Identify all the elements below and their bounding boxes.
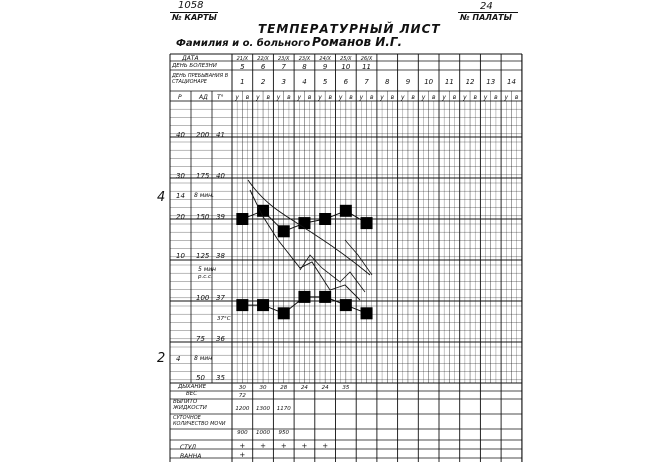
morning-mark: у: [483, 94, 488, 101]
lower-series-point: [257, 299, 269, 311]
date-cell: 26/X: [360, 56, 373, 62]
sheet-title: ТЕМПЕРАТУРНЫЙ ЛИСТ: [258, 22, 441, 36]
label-resp: Р: [178, 94, 182, 101]
evening-mark: в: [494, 94, 498, 101]
stay-day-cell: 4: [302, 78, 307, 86]
date-cell: 22/X: [257, 56, 269, 62]
note-systolic: 14: [176, 192, 185, 200]
card-number: 1058: [178, 0, 204, 11]
note-diastolic: 4: [176, 355, 181, 363]
morning-mark: у: [421, 94, 426, 101]
evening-mark: в: [473, 94, 477, 101]
temp-35: 35: [216, 374, 225, 382]
stay-day-cell: 13: [486, 78, 496, 86]
stay-day-cell: 12: [465, 78, 475, 86]
pulse-175: 175: [196, 172, 210, 180]
bath-mark: +: [239, 451, 246, 459]
morning-mark: у: [359, 94, 364, 101]
lower-series-point: [319, 291, 331, 303]
left-note-2: 2: [157, 351, 166, 366]
urine-value: 950: [278, 430, 289, 436]
illness-day-cell: 5: [240, 63, 245, 71]
patient-label: Фамилия и о. больного: [176, 38, 311, 49]
illness-day-cell: 8: [302, 63, 307, 71]
pulse-150: 150: [196, 213, 210, 221]
date-cell: 21/X: [236, 56, 249, 62]
label-stool: СТУЛ: [180, 444, 197, 451]
evening-mark: в: [349, 94, 353, 101]
illness-day-cell: 7: [281, 63, 286, 71]
stay-day-cell: 11: [444, 78, 454, 86]
pulse-50: 50: [196, 374, 205, 382]
stool-mark: +: [301, 442, 308, 450]
note-diastolic-unit: 8 мин: [194, 355, 213, 362]
weight-value: 72: [238, 393, 246, 399]
temp-39: 39: [216, 213, 225, 221]
evening-mark: в: [369, 94, 374, 101]
stool-mark: +: [260, 442, 266, 450]
label-urine: СУТОЧНОЕ КОЛИЧЕСТВО МОЧИ: [173, 415, 226, 427]
stay-day-cell: 3: [281, 78, 286, 86]
note-temp: 37°С: [217, 316, 231, 322]
stay-day-cell: 5: [322, 78, 328, 86]
card-label: № КАРТЫ: [172, 13, 217, 22]
note-pulse-mark-2: р.с.с.: [198, 274, 213, 280]
evening-mark: в: [307, 94, 312, 101]
morning-mark: у: [442, 94, 446, 101]
stool-mark: +: [280, 442, 287, 450]
label-pulse: АД: [199, 94, 208, 101]
date-cell: 23/X: [278, 56, 290, 62]
upper-series-point: [319, 213, 331, 225]
note-systolic-unit: 8 мин.: [194, 192, 214, 199]
stay-day-cell: 14: [506, 78, 516, 86]
temp-41: 41: [216, 131, 225, 139]
stay-day-cell: 9: [405, 78, 411, 86]
upper-series-point: [298, 217, 310, 229]
lower-series-point: [278, 307, 290, 319]
temp-38: 38: [216, 252, 225, 260]
label-stay-day: ДЕНЬ ПРЕБЫВАНИЯ В СТАЦИОНАРЕ: [172, 73, 229, 85]
urine-value: 1000: [256, 430, 271, 436]
morning-mark: у: [380, 94, 384, 101]
evening-mark: в: [514, 94, 519, 101]
temp-37: 37: [216, 294, 225, 302]
evening-mark: в: [390, 94, 395, 101]
pulse-100: 100: [196, 294, 210, 302]
label-fluid: ВЫПИТО ЖИДКОСТИ: [173, 399, 207, 411]
lower-series-point: [298, 291, 310, 303]
upper-series-point: [278, 225, 290, 237]
stay-day-cell: 6: [343, 78, 349, 86]
date-cell: 25/X: [340, 56, 352, 62]
breathing-value: 35: [342, 385, 350, 391]
morning-mark: у: [256, 94, 260, 101]
stool-mark: +: [322, 442, 329, 450]
upper-series-point: [340, 205, 352, 217]
breathing-value: 28: [280, 385, 288, 391]
label-temp: Т°: [217, 94, 224, 101]
lower-series-point: [361, 307, 373, 319]
morning-mark: у: [504, 94, 509, 101]
morning-mark: у: [318, 94, 322, 101]
label-illness-day: ДЕНЬ БОЛЕЗНИ: [172, 63, 217, 69]
resp-30: 30: [176, 172, 185, 180]
note-pulse-mark: 5 мин: [198, 266, 217, 273]
date-cell: 24/X: [319, 56, 331, 62]
morning-mark: у: [400, 94, 405, 101]
pulse-75: 75: [196, 335, 205, 343]
stool-mark: +: [239, 442, 246, 450]
lower-series-point: [340, 299, 352, 311]
label-date: ДАТА: [182, 55, 199, 62]
stay-day-cell: 1: [240, 78, 245, 86]
ward-label: № ПАЛАТЫ: [460, 13, 512, 22]
temp-40: 40: [216, 172, 225, 180]
resp-40: 40: [176, 131, 185, 139]
morning-mark: у: [338, 94, 343, 101]
morning-mark: у: [297, 94, 302, 101]
breathing-value: 24: [321, 385, 329, 391]
evening-mark: в: [432, 94, 436, 101]
fluid-value: 1300: [256, 406, 271, 412]
resp-20: 20: [176, 213, 185, 221]
urine-value: 900: [237, 430, 248, 436]
left-note-4: 4: [157, 190, 166, 205]
extra-curve: [345, 240, 372, 275]
breathing-value: 30: [259, 385, 267, 391]
temp-36: 36: [216, 335, 225, 343]
illness-day-cell: 10: [341, 63, 351, 71]
upper-series-point: [236, 213, 248, 225]
fluid-value: 1200: [235, 406, 250, 412]
pulse-200: 200: [196, 131, 210, 139]
stay-day-cell: 2: [260, 78, 266, 86]
upper-series-point: [361, 217, 373, 229]
evening-mark: в: [452, 94, 457, 101]
stay-day-cell: 7: [364, 78, 369, 86]
breathing-value: 24: [300, 385, 308, 391]
label-breathing: ДЫХАНИЕ: [178, 384, 207, 390]
lower-series-point: [236, 299, 248, 311]
pulse-125: 125: [196, 252, 210, 260]
breathing-value: 30: [238, 385, 246, 391]
stay-day-cell: 8: [385, 78, 390, 86]
illness-day-cell: 9: [322, 63, 328, 71]
morning-mark: у: [276, 94, 281, 101]
label-bath: ВАННА: [180, 453, 202, 460]
stay-day-cell: 10: [424, 78, 434, 86]
evening-mark: в: [266, 94, 270, 101]
date-cell: 23/X: [298, 56, 311, 62]
morning-mark: у: [235, 94, 239, 101]
ward-number: 24: [480, 1, 493, 12]
morning-mark: у: [463, 94, 467, 101]
resp-10: 10: [176, 252, 185, 260]
illness-day-cell: 11: [362, 63, 372, 71]
evening-mark: в: [287, 94, 291, 101]
evening-mark: в: [328, 94, 333, 101]
evening-mark: в: [245, 94, 250, 101]
evening-mark: в: [411, 94, 415, 101]
upper-series-point: [257, 205, 269, 217]
fluid-value: 1170: [276, 406, 291, 412]
patient-name: Романов И.Г.: [312, 35, 403, 49]
illness-day-cell: 6: [260, 63, 266, 71]
label-weight: ВЕС: [186, 391, 198, 397]
